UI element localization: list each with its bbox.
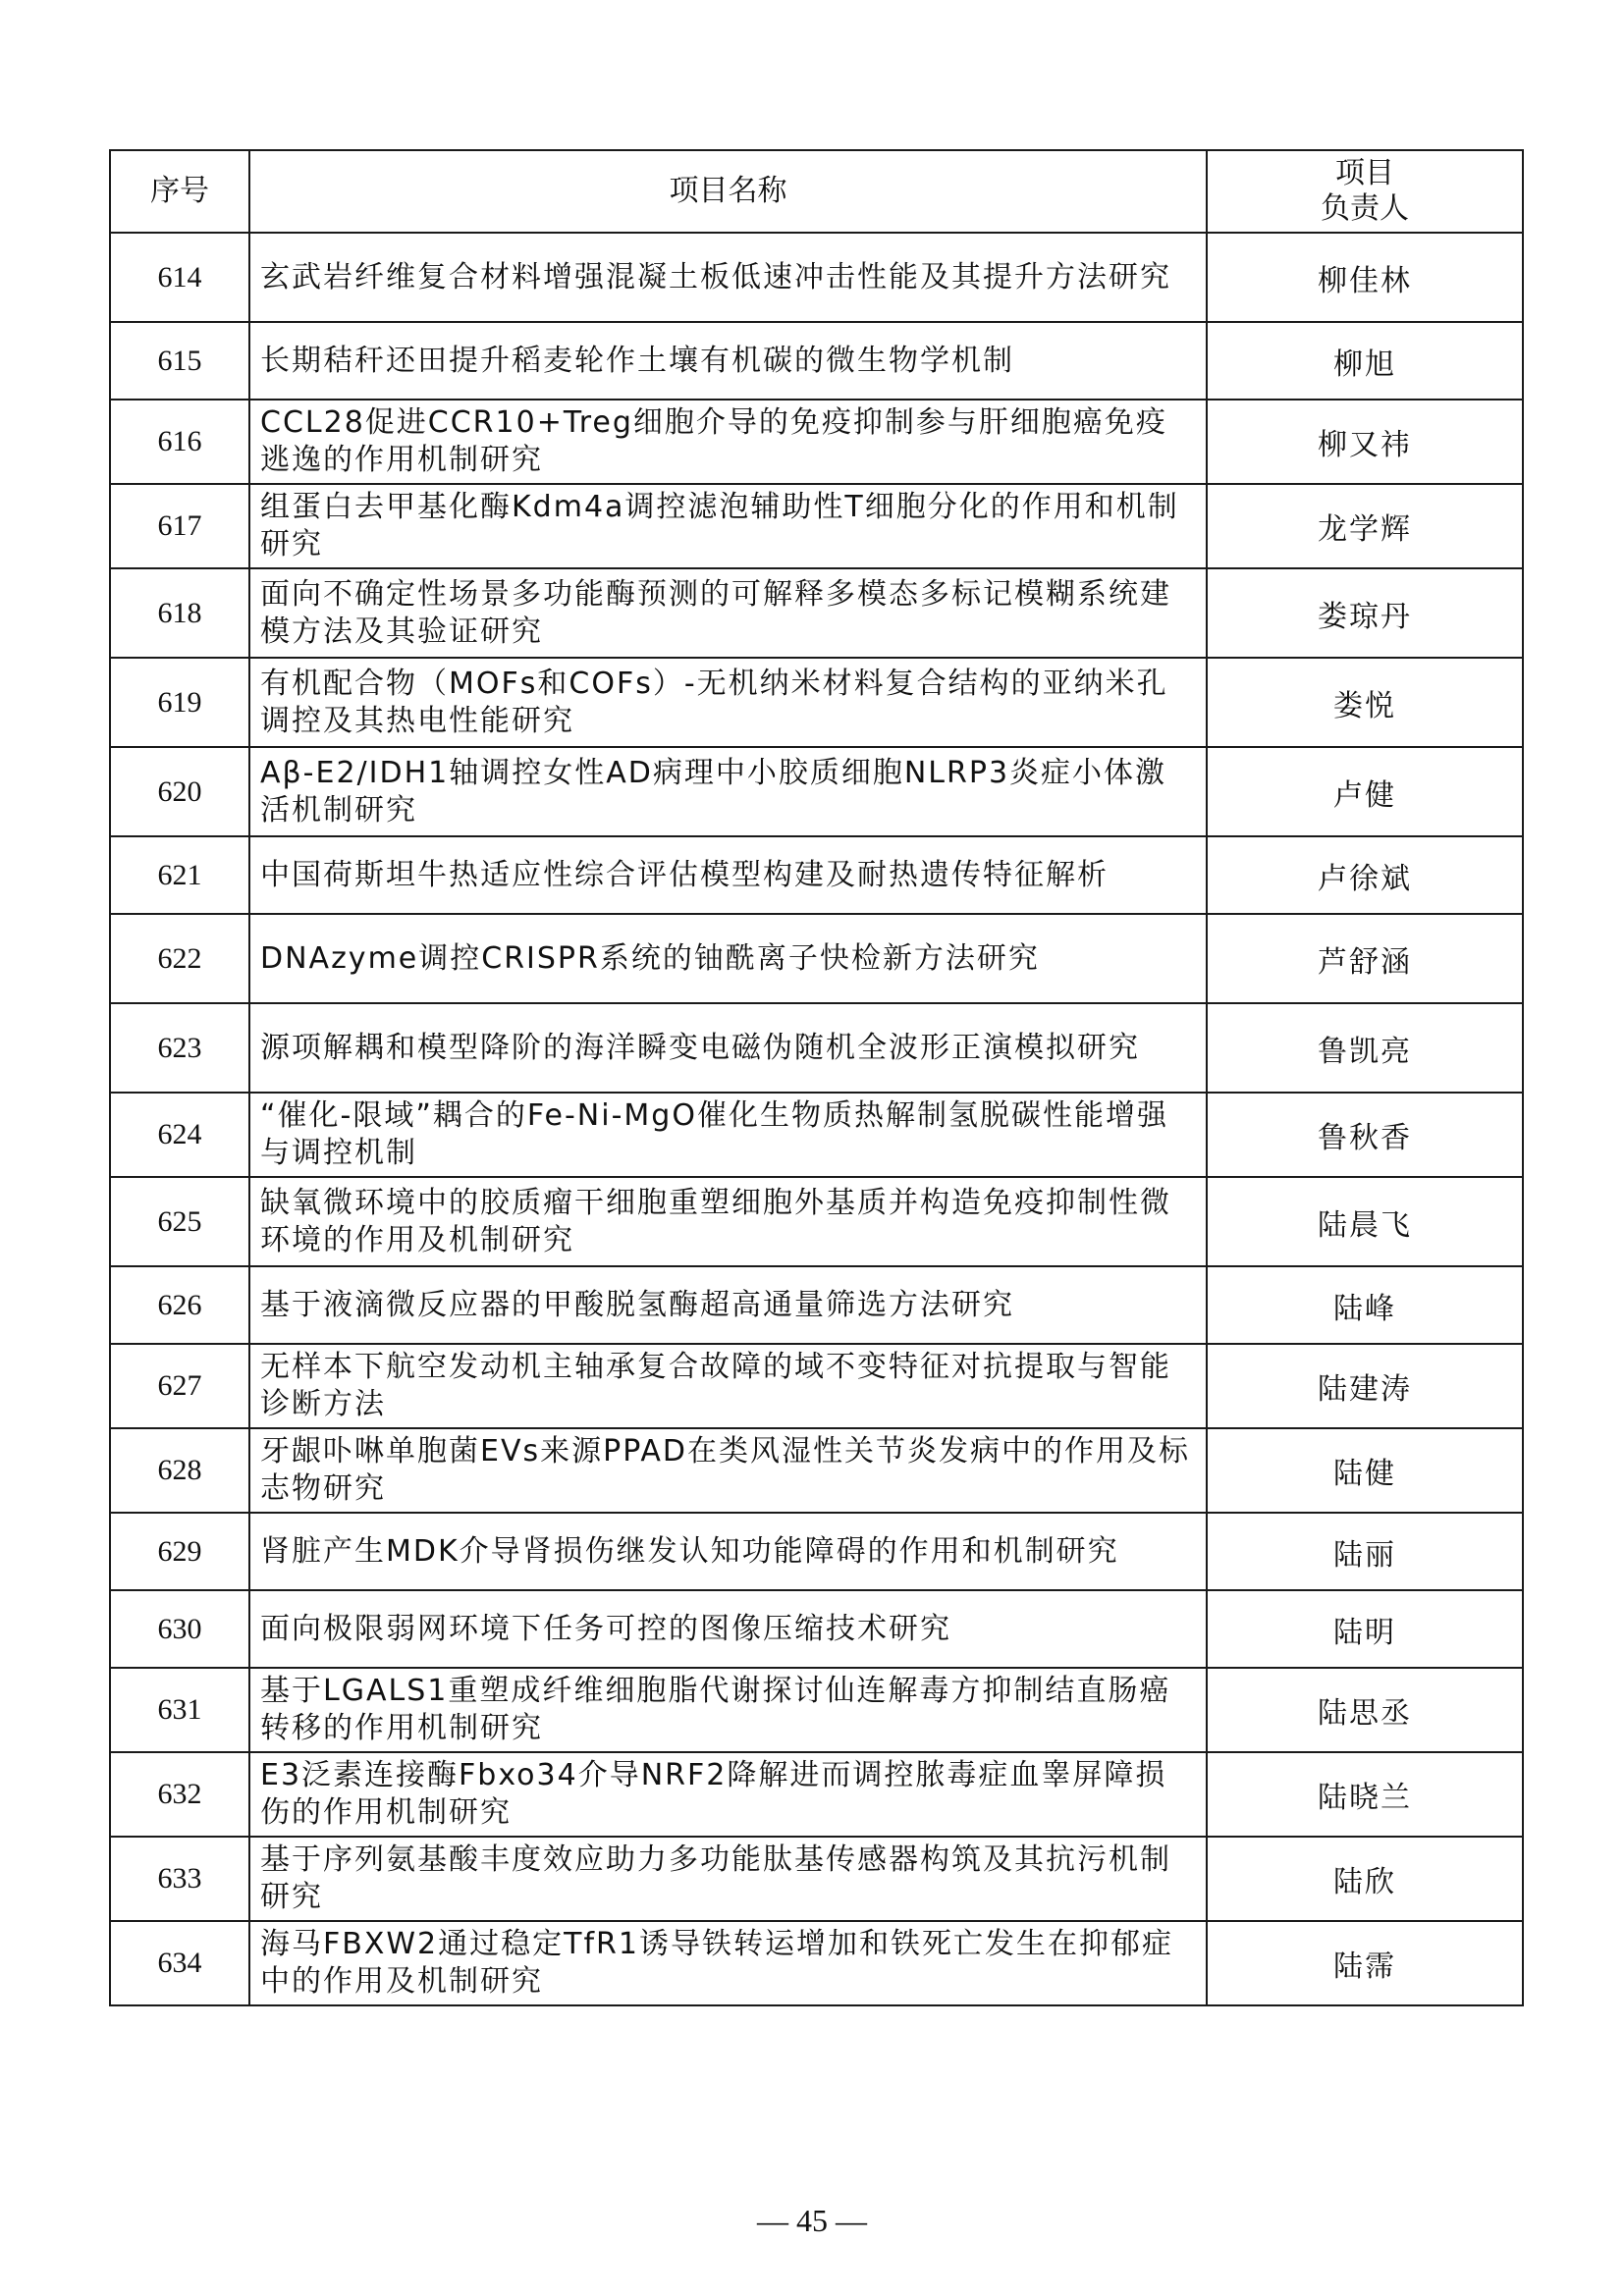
row-project-leader: 陆霈 xyxy=(1207,1921,1523,2005)
row-serial-number: 619 xyxy=(110,658,249,747)
row-serial-number: 627 xyxy=(110,1344,249,1428)
row-project-leader: 陆健 xyxy=(1207,1428,1523,1513)
table-row xyxy=(110,322,1523,400)
table-row xyxy=(110,836,1523,914)
row-serial-number: 618 xyxy=(110,568,249,658)
row-project-leader: 陆晓兰 xyxy=(1207,1752,1523,1837)
row-serial-number: 614 xyxy=(110,233,249,322)
table-row xyxy=(110,747,1523,836)
header-serial-number: 序号 xyxy=(110,150,249,233)
row-project-leader: 陆丽 xyxy=(1207,1513,1523,1590)
row-serial-number: 629 xyxy=(110,1513,249,1590)
row-project-name: 缺氧微环境中的胶质瘤干细胞重塑细胞外基质并构造免疫抑制性微环境的作用及机制研究 xyxy=(249,1177,1207,1266)
table-row xyxy=(110,1344,1523,1428)
row-project-leader: 芦舒涵 xyxy=(1207,914,1523,1003)
row-serial-number: 634 xyxy=(110,1921,249,2005)
row-project-leader: 鲁凯亮 xyxy=(1207,1003,1523,1093)
row-serial-number: 620 xyxy=(110,747,249,836)
table-row xyxy=(110,233,1523,322)
row-project-name: E3泛素连接酶Fbxo34介导NRF2降解进而调控脓毒症血睾屏障损伤的作用机制研究 xyxy=(249,1752,1207,1837)
row-project-name: Aβ-E2/IDH1轴调控女性AD病理中小胶质细胞NLRP3炎症小体激活机制研究 xyxy=(249,747,1207,836)
row-project-leader: 陆明 xyxy=(1207,1590,1523,1668)
header-row xyxy=(110,150,1523,233)
row-project-name: CCL28促进CCR10+Treg细胞介导的免疫抑制参与肝细胞癌免疫逃逸的作用机制研究 xyxy=(249,400,1207,484)
project-table xyxy=(109,149,1524,2006)
table-row xyxy=(110,1837,1523,1921)
table-row xyxy=(110,914,1523,1003)
row-project-name: 有机配合物（MOFs和COFs）-无机纳米材料复合结构的亚纳米孔调控及其热电性能研究 xyxy=(249,658,1207,747)
row-project-leader: 龙学辉 xyxy=(1207,484,1523,568)
row-serial-number: 621 xyxy=(110,836,249,914)
table-row xyxy=(110,658,1523,747)
row-project-name: 长期秸秆还田提升稻麦轮作土壤有机碳的微生物学机制 xyxy=(249,322,1207,400)
row-serial-number: 624 xyxy=(110,1093,249,1177)
table-row xyxy=(110,1177,1523,1266)
row-serial-number: 626 xyxy=(110,1266,249,1344)
row-serial-number: 633 xyxy=(110,1837,249,1921)
row-project-name: 海马FBXW2通过稳定TfR1诱导铁转运增加和铁死亡发生在抑郁症中的作用及机制研究 xyxy=(249,1921,1207,2005)
row-project-leader: 陆欣 xyxy=(1207,1837,1523,1921)
row-project-leader: 鲁秋香 xyxy=(1207,1093,1523,1177)
row-project-name: 面向不确定性场景多功能酶预测的可解释多模态多标记模糊系统建模方法及其验证研究 xyxy=(249,568,1207,658)
row-serial-number: 616 xyxy=(110,400,249,484)
table-row xyxy=(110,400,1523,484)
row-project-leader: 娄琼丹 xyxy=(1207,568,1523,658)
table-row xyxy=(110,1921,1523,2005)
row-project-name: 组蛋白去甲基化酶Kdm4a调控滤泡辅助性T细胞分化的作用和机制研究 xyxy=(249,484,1207,568)
row-serial-number: 623 xyxy=(110,1003,249,1093)
row-project-leader: 娄悦 xyxy=(1207,658,1523,747)
row-project-leader: 陆峰 xyxy=(1207,1266,1523,1344)
row-project-leader: 卢徐斌 xyxy=(1207,836,1523,914)
table-row xyxy=(110,1266,1523,1344)
row-serial-number: 628 xyxy=(110,1428,249,1513)
row-serial-number: 630 xyxy=(110,1590,249,1668)
row-serial-number: 631 xyxy=(110,1668,249,1752)
table-row xyxy=(110,1752,1523,1837)
table-row xyxy=(110,1093,1523,1177)
row-project-leader: 陆建涛 xyxy=(1207,1344,1523,1428)
row-project-name: 无样本下航空发动机主轴承复合故障的域不变特征对抗提取与智能诊断方法 xyxy=(249,1344,1207,1428)
header-project-leader-line1: 项目 xyxy=(1335,156,1394,190)
header-project-leader-line2: 负责人 xyxy=(1321,191,1409,226)
table-row xyxy=(110,1003,1523,1093)
table-row xyxy=(110,1428,1523,1513)
row-project-leader: 陆思丞 xyxy=(1207,1668,1523,1752)
row-serial-number: 625 xyxy=(110,1177,249,1266)
row-project-leader: 柳又祎 xyxy=(1207,400,1523,484)
row-project-name: “催化-限域”耦合的Fe-Ni-MgO催化生物质热解制氢脱碳性能增强与调控机制 xyxy=(249,1093,1207,1177)
table-row xyxy=(110,1513,1523,1590)
row-serial-number: 622 xyxy=(110,914,249,1003)
row-project-name: 基于LGALS1重塑成纤维细胞脂代谢探讨仙连解毒方抑制结直肠癌转移的作用机制研究 xyxy=(249,1668,1207,1752)
table-row xyxy=(110,1590,1523,1668)
row-project-name: 中国荷斯坦牛热适应性综合评估模型构建及耐热遗传特征解析 xyxy=(249,836,1207,914)
table-header xyxy=(110,150,1523,233)
table-body xyxy=(110,233,1523,2005)
row-project-name: DNAzyme调控CRISPR系统的铀酰离子快检新方法研究 xyxy=(249,914,1207,1003)
header-project-leader xyxy=(1207,150,1523,233)
row-project-leader: 柳旭 xyxy=(1207,322,1523,400)
row-project-leader: 陆晨飞 xyxy=(1207,1177,1523,1266)
row-project-name: 源项解耦和模型降阶的海洋瞬变电磁伪随机全波形正演模拟研究 xyxy=(249,1003,1207,1093)
row-serial-number: 615 xyxy=(110,322,249,400)
page-number: — 45 — xyxy=(757,2203,867,2238)
row-project-name: 肾脏产生MDK介导肾损伤继发认知功能障碍的作用和机制研究 xyxy=(249,1513,1207,1590)
table-row xyxy=(110,568,1523,658)
row-project-leader: 柳佳林 xyxy=(1207,233,1523,322)
row-serial-number: 632 xyxy=(110,1752,249,1837)
row-project-name: 面向极限弱网环境下任务可控的图像压缩技术研究 xyxy=(249,1590,1207,1668)
row-project-name: 玄武岩纤维复合材料增强混凝土板低速冲击性能及其提升方法研究 xyxy=(249,233,1207,322)
table-row xyxy=(110,1668,1523,1752)
row-project-name: 基于液滴微反应器的甲酸脱氢酶超高通量筛选方法研究 xyxy=(249,1266,1207,1344)
row-project-name: 牙龈卟啉单胞菌EVs来源PPAD在类风湿性关节炎发病中的作用及标志物研究 xyxy=(249,1428,1207,1513)
table-row xyxy=(110,484,1523,568)
row-project-leader: 卢健 xyxy=(1207,747,1523,836)
row-serial-number: 617 xyxy=(110,484,249,568)
row-project-name: 基于序列氨基酸丰度效应助力多功能肽基传感器构筑及其抗污机制研究 xyxy=(249,1837,1207,1921)
header-project-name: 项目名称 xyxy=(249,150,1207,233)
